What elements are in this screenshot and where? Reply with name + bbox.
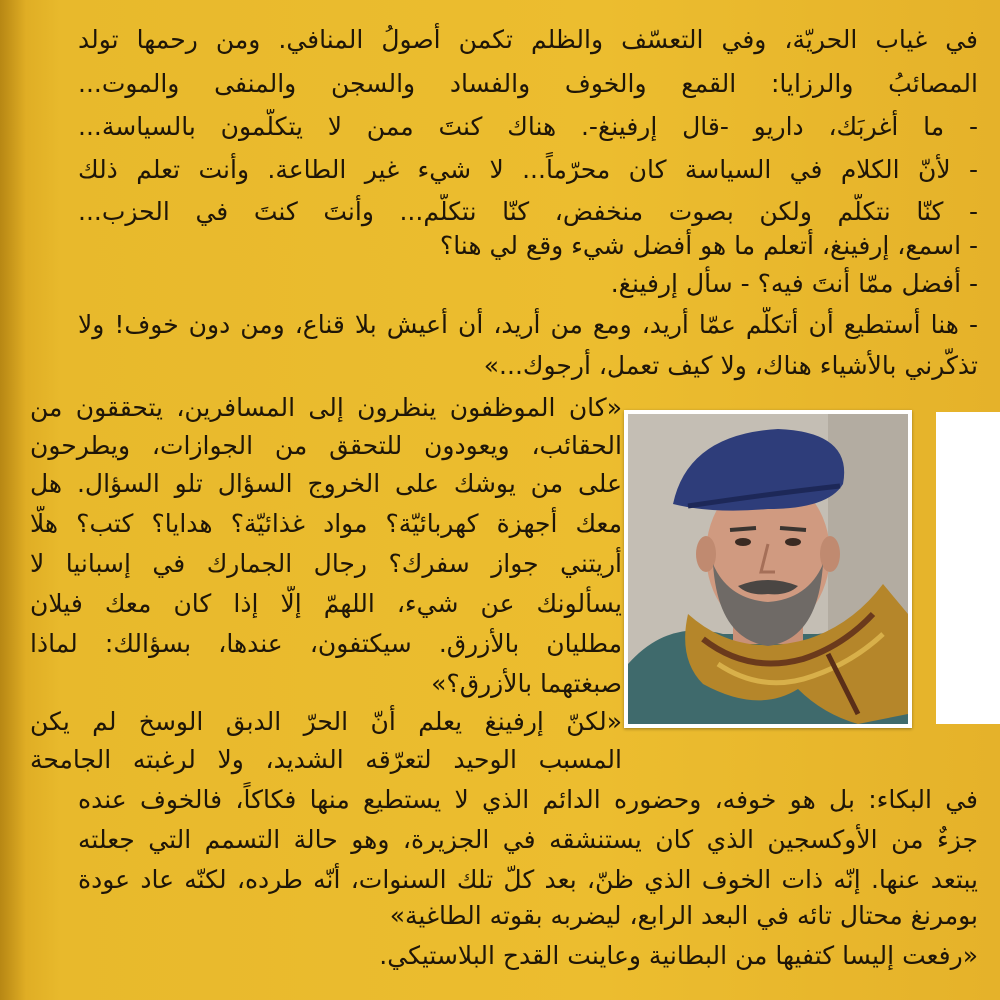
text-line: على من يوشك على الخروج السؤال تلو السؤال. هل	[30, 469, 622, 498]
spine-shadow	[0, 0, 26, 1000]
text-line: - ما أغربَك، داريو -قال إرفينغ-. هناك كنتَ ممن لا يتكلّمون بالسياسة...	[78, 112, 978, 141]
author-portrait-illustration	[628, 414, 908, 724]
author-photo-frame	[624, 410, 912, 728]
text-line: يبتعد عنها. إنّه ذات الخوف الذي ظنّ، بعد كلّ تلك السنوات، أنّه طرده، لكنّه عاد عودة	[78, 865, 978, 894]
text-line: «رفعت إليسا كتفيها من البطانية وعاينت القدح البلاستيكي.	[379, 941, 978, 970]
text-line: المسبب الوحيد لتعرّقه الشديد، ولا لرغبته الجامحة	[30, 745, 622, 774]
text-line: جزءٌ من الأوكسجين الذي كان يستنشقه في الجزيرة، وهو حالة التسمم التي جعلته	[78, 825, 978, 854]
white-panel	[936, 412, 1000, 724]
text-line: في غياب الحريّة، وفي التعسّف والظلم تكمن أصولُ المنافي. ومن رحمها تولد	[78, 25, 978, 54]
text-line: - لأنّ الكلام في السياسة كان محرّماً... لا شيء غير الطاعة. وأنت تعلم ذلك	[78, 155, 978, 184]
text-line: أريتني جواز سفرك؟ رجال الجمارك في إسبانيا لا	[30, 549, 622, 578]
author-photo	[628, 414, 908, 724]
text-line: الحقائب، ويعودون للتحقق من الجوازات، ويطرحون	[30, 431, 622, 460]
text-line: «لكنّ إرفينغ يعلم أنّ الحرّ الدبق الوسخ لم يكن	[30, 707, 622, 736]
text-line: - كنّا نتكلّم ولكن بصوت منخفض، كنّا نتكلّم... وأنتَ كنتَ في الحزب...	[78, 197, 978, 226]
text-line: معك أجهزة كهربائيّة؟ مواد غذائيّة؟ هدايا؟ كتب؟ هلّا	[30, 509, 622, 538]
text-line: مطليان بالأزرق. سيكتفون، عندها، بسؤالك: لماذا	[30, 629, 622, 658]
text-line: «كان الموظفون ينظرون إلى المسافرين، يتحققون من	[30, 393, 622, 422]
text-line: يسألونك عن شيء، اللهمّ إلّا إذا كان معك فيلان	[30, 589, 622, 618]
text-line: صبغتهما بالأزرق؟»	[431, 669, 622, 698]
text-line: المصائبُ والرزايا: القمع والخوف والفساد والسجن والمنفى والموت...	[78, 69, 978, 98]
text-line: - أفضل ممّا أنتَ فيه؟ - سأل إرفينغ.	[610, 269, 978, 298]
text-line: في البكاء: بل هو خوفه، وحضوره الدائم الذي لا يستطيع منها فكاكاً، فالخوف عنده	[78, 785, 978, 814]
text-line: - اسمع، إرفينغ، أتعلم ما هو أفضل شيء وقع لي هنا؟	[439, 231, 978, 260]
text-line: - هنا أستطيع أن أتكلّم عمّا أريد، ومع من أريد، أن أعيش بلا قناع، ومن دون خوف! ولا	[78, 310, 978, 339]
text-line: بومرنغ محتال تائه في البعد الرابع، ليضربه بقوته الطاغية»	[389, 901, 978, 930]
text-line: تذكّرني بالأشياء هناك، ولا كيف تعمل، أرجوك...»	[483, 351, 978, 380]
